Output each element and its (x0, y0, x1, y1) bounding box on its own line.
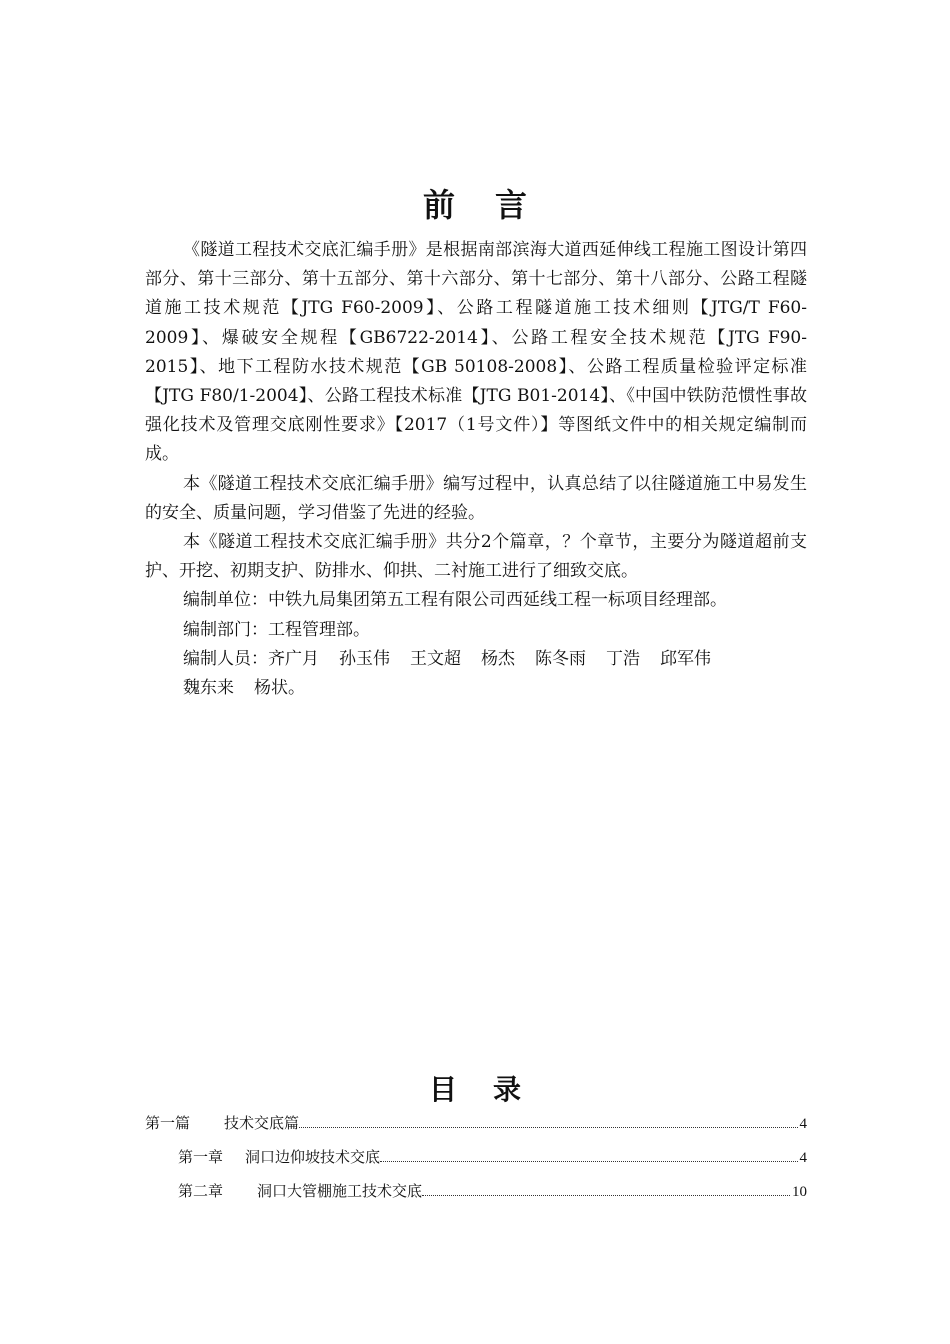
staff-name: 王文超 (410, 648, 461, 669)
staff-name: 魏东来 (183, 678, 234, 699)
toc-leader (422, 1194, 790, 1196)
toc-entry[interactable] (145, 1180, 807, 1214)
staff-label: 编制人员： (183, 648, 268, 669)
table-of-contents (145, 1112, 807, 1214)
toc-title: 目录 (428, 1073, 557, 1106)
preface-title: 前言 (422, 186, 567, 224)
toc-entry[interactable] (145, 1146, 807, 1180)
toc-entry-number: 第一章 (178, 1150, 224, 1166)
toc-entry-title: 洞口边仰坡技术交底 (245, 1150, 381, 1166)
compiling-unit: 编制单位：中铁九局集团第五工程有限公司西延线工程一标项目经理部。 (183, 590, 727, 611)
toc-entry-title: 技术交底篇 (224, 1116, 300, 1132)
toc-entry-page: 4 (799, 1150, 807, 1166)
staff-name: 杨状。 (254, 678, 305, 699)
toc-entry-number: 第二章 (178, 1184, 224, 1200)
staff-name: 孙玉伟 (339, 648, 390, 669)
toc-entry-number: 第一篇 (145, 1116, 191, 1132)
staff-name: 丁浩 (606, 648, 640, 669)
compiling-staff-continued (145, 674, 807, 703)
staff-name: 陈冬雨 (535, 648, 586, 669)
toc-leader (299, 1126, 797, 1128)
preface-body (145, 236, 807, 703)
preface-paragraph-3: 本《隧道工程技术交底汇编手册》共分2个篇章，？个章节，主要分为隧道超前支护、开挖、初期支护、防排水、仰拱、二衬施工进行了细致交底。 (145, 532, 807, 582)
preface-paragraph-2: 本《隧道工程技术交底汇编手册》编写过程中，认真总结了以往隧道施工中易发生的安全、质量问题，学习借鉴了先进的经验。 (145, 473, 807, 523)
compiling-department: 编制部门：工程管理部。 (183, 619, 370, 640)
staff-name: 齐广月 (268, 648, 319, 669)
staff-name: 邱军伟 (660, 648, 711, 669)
staff-name: 杨杰 (481, 648, 515, 669)
toc-entry-page: 10 (792, 1184, 807, 1200)
toc-entry-title: 洞口大管棚施工技术交底 (257, 1184, 423, 1200)
toc-entry-page: 4 (799, 1116, 807, 1132)
compiling-staff (145, 645, 807, 674)
toc-entry[interactable] (145, 1112, 807, 1146)
preface-paragraph-1: 《隧道工程技术交底汇编手册》是根据南部滨海大道西延伸线工程施工图设计第四部分、第十三部分、第十五部分、第十六部分、第十七部分、第十八部分、公路工程隧道施工技术规范【JTG F60-2009】、公路工程隧道施工技术细则【JTG/T F60-2009】、爆破安全规程【GB6722-2014】、公路工程安全技术规范【JTG F90-2015】、地下工程防水技术规范【GB 50108-2008】、公路工程质量检验评定标准【JTG F80/1-2004】、公路工程技术标准【JTG B01-2014】、《中国中铁防范惯性事故强化技术及管理交底刚性要求》【2017（1号文件）】等图纸文件中的相关规定编制而成。 (145, 240, 807, 465)
toc-leader (380, 1160, 797, 1162)
